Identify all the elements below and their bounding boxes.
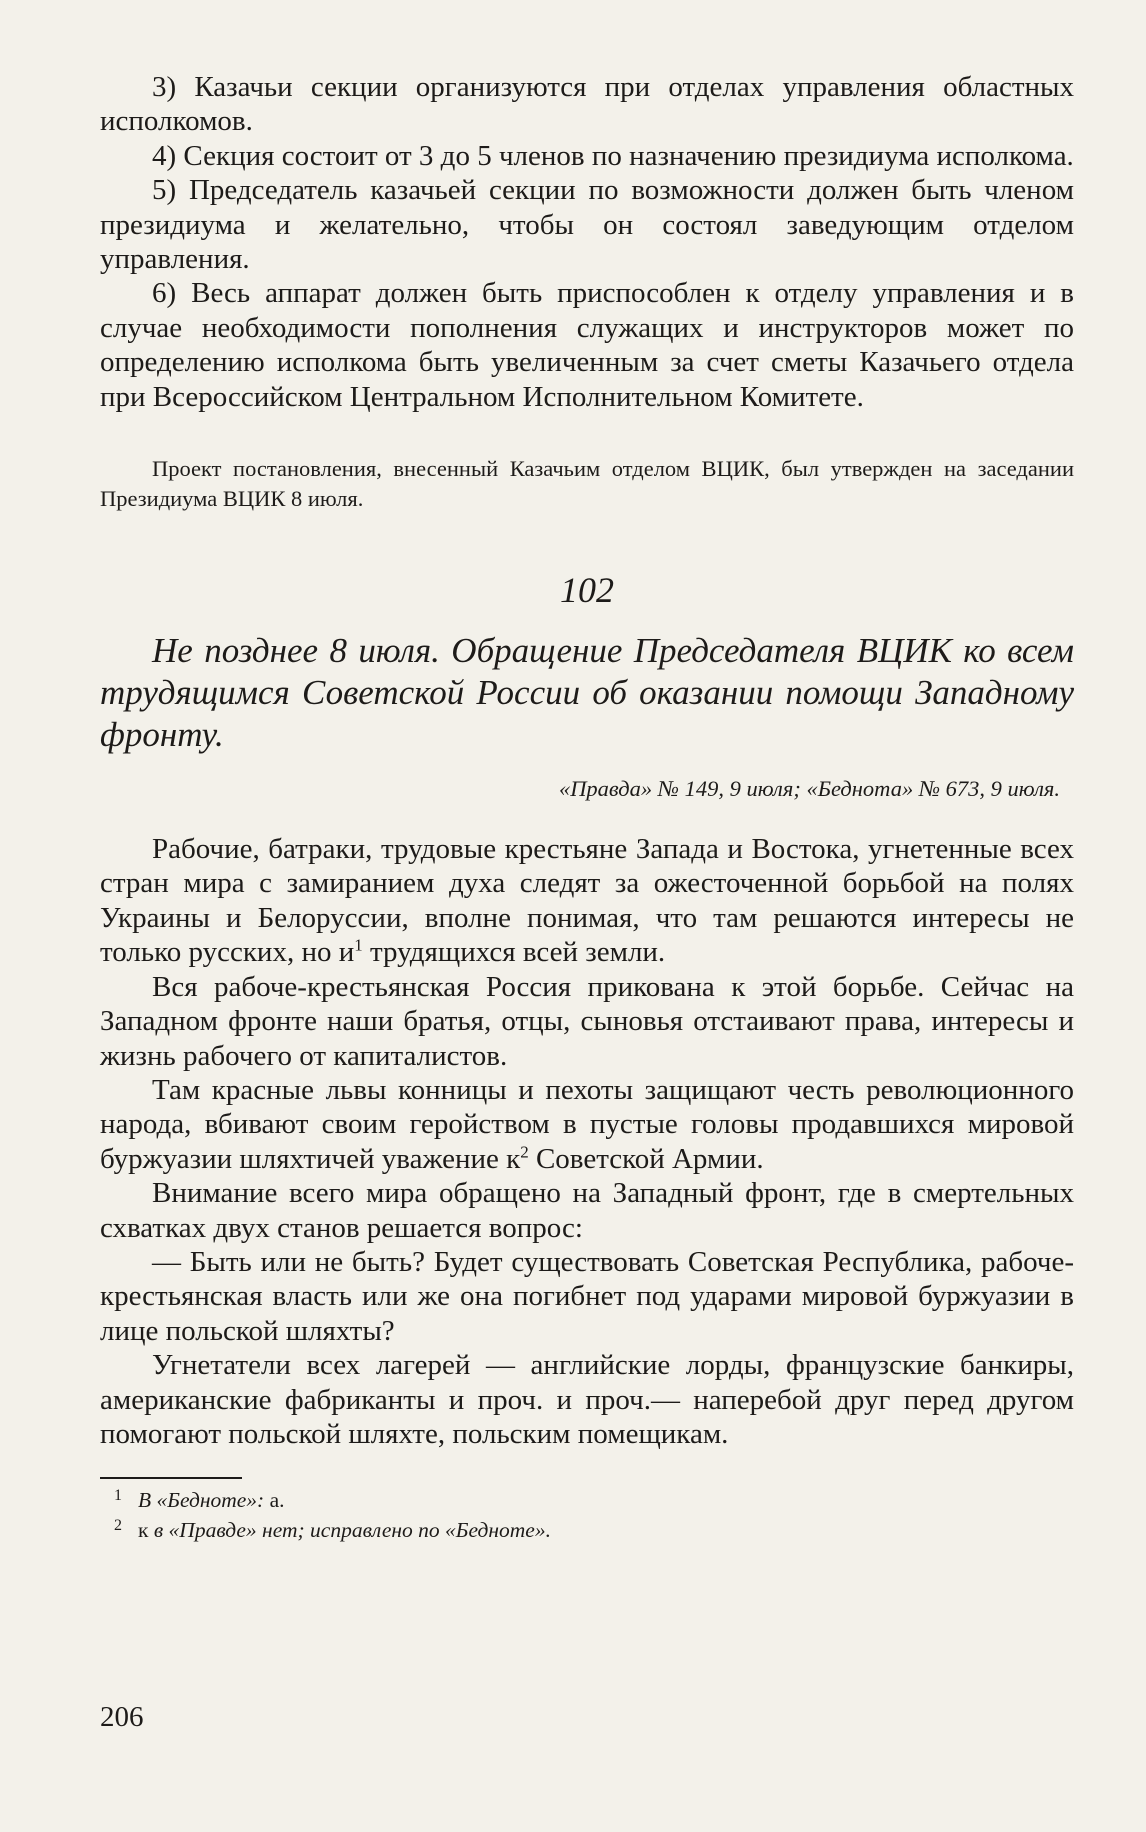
- paragraph: 3) Казачьи секции организуются при отделах управления областных исполкомов.: [100, 71, 1074, 138]
- paragraph-text: Советской Армии.: [535, 1142, 764, 1175]
- editorial-note: Проект постановления, внесенный Казачьим отделом ВЦИК, был утвержден на заседании Президиума ВЦИК 8 июля.: [100, 456, 1074, 512]
- paragraph: 5) Председатель казачьей секции по возможности должен быть членом президиума и желательно, чтобы он состоял заведующим отделом управления.: [100, 174, 1074, 276]
- paragraph: 6) Весь аппарат должен быть приспособлен к отделу управления и в случае необходимости пополнения служащих и инструкторов может по определению исполкома быть увеличенным за счет сметы Казачьего отдела при Всероссийском Центральном Исполнительном Комитете.: [100, 277, 1074, 413]
- paragraph: Внимание всего мира обращено на Западный фронт, где в смертельных схватках двух станов решается вопрос:: [100, 1177, 1074, 1244]
- footnote-divider: [100, 1477, 242, 1479]
- footnote-mark: 2: [114, 1517, 122, 1535]
- footnote-text: в «Правде» нет; исправлено по «Бедноте».: [153, 1518, 551, 1543]
- footnote: [100, 1485, 1074, 1515]
- footnote-ref: 2: [520, 1142, 529, 1162]
- paragraph: 4) Секция состоит от 3 до 5 членов по назначению президиума исполкома.: [152, 139, 1074, 172]
- document-title: Не позднее 8 июля. Обращение Председателя ВЦИК ко всем трудящимся Советской России об оказании помощи Западному фронту.: [100, 631, 1074, 755]
- paragraph: Вся рабоче-крестьянская Россия прикована к этой борьбе. Сейчас на Западном фронте наши братья, отцы, сыновья отстаивают права, интересы и жизнь рабочего от капиталистов.: [100, 970, 1074, 1072]
- footnote-ref: 1: [354, 935, 363, 955]
- document-sources: «Правда» № 149, 9 июля; «Беднота» № 673, 9 июля.: [558, 776, 1060, 802]
- footnote-text: а.: [269, 1488, 285, 1513]
- document-number: 102: [560, 570, 614, 611]
- previous-document-ending: [100, 70, 1074, 514]
- paragraph: [100, 1073, 1074, 1176]
- paragraph: [100, 832, 1074, 970]
- paragraph-text: Там красные львы конницы и пехоты защищают честь революционного народа, вбивают своим геройством в пустые головы продавшихся мировой буржуазии шляхтичей уважение к: [100, 1073, 1074, 1175]
- paragraph-text: трудящихся всей земли.: [369, 936, 666, 969]
- page-content: [100, 70, 1074, 1545]
- page-number: 206: [100, 1701, 144, 1733]
- footnote-text: В «Бедноте»:: [138, 1488, 265, 1513]
- paragraph: Угнетатели всех лагерей — английские лорды, французские банкиры, американские фабриканты и проч. и проч.— наперебой друг перед другом помогают польской шляхте, польским помещикам.: [100, 1349, 1074, 1450]
- paragraph-text: Рабочие, батраки, трудовые крестьяне Запада и Востока, угнетенные всех стран мира с замиранием духа следят за ожесточенной борьбой на полях Украины и Белоруссии, вполне понимая, что там решаются интересы не только русских, но и: [100, 833, 1074, 969]
- footnotes: [100, 1485, 1074, 1545]
- footnote-mark: 1: [114, 1487, 122, 1505]
- footnote: [100, 1515, 1074, 1545]
- paragraph: — Быть или не быть? Будет существовать Советская Республика, рабоче-крестьянская власть или же она погибнет под ударами мировой буржуазии в лице польской шляхты?: [100, 1245, 1074, 1347]
- document-body: [100, 832, 1074, 1451]
- footnote-text: к: [138, 1518, 149, 1543]
